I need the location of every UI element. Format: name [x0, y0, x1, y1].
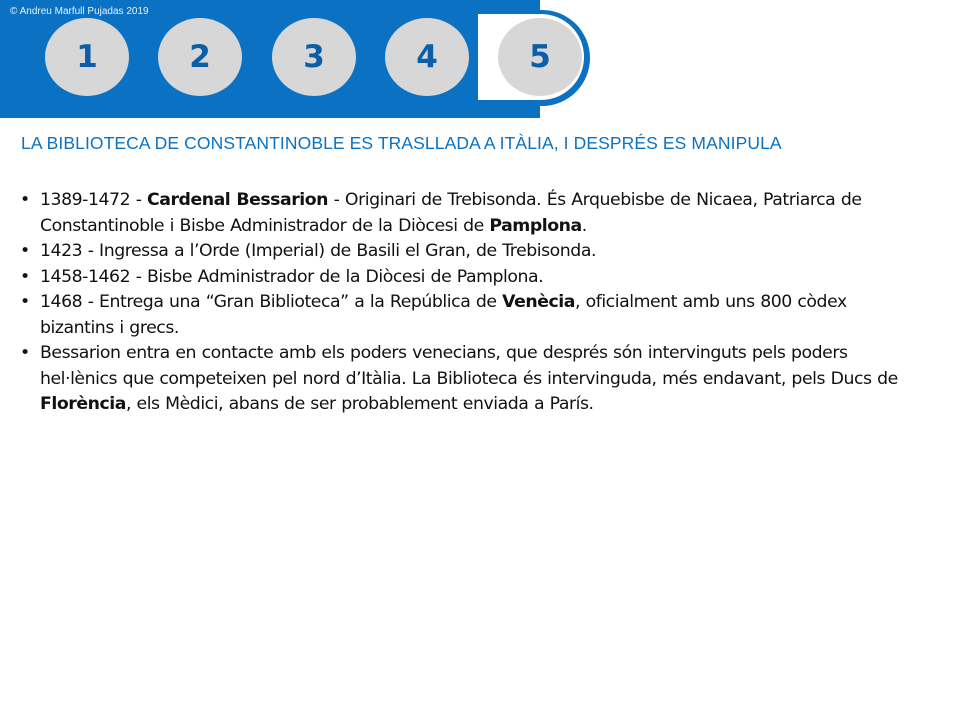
nav-button-5[interactable]: 5 [498, 18, 582, 96]
bullet-item [20, 290, 920, 341]
nav-button-4[interactable]: 4 [385, 18, 469, 96]
bullet-item [20, 188, 920, 239]
bullet-text: . [581, 215, 587, 236]
bullet-text: , els Mèdici, abans de ser probablement enviada a París. [125, 394, 594, 414]
bullet-text: 1458-1462 - Bisbe Administrador de la Diòcesi de Pamplona. [40, 266, 544, 287]
bullet-dot: • [20, 241, 30, 261]
bullet-item [20, 265, 920, 291]
bullet-list [20, 188, 920, 418]
bullet-text: - Originari de Trebisonda. És Arquebisbe de Nicaea, Patriarca de Constantinoble i Bisbe Administrador de la Diòcesi de [40, 190, 862, 236]
bullet-text: , oficialment amb uns 800 còdex bizantins i grecs. [40, 292, 847, 338]
bullet-dot: • [20, 266, 30, 287]
bullet-text: 1423 - Ingressa a l’Orde (Imperial) de Basili el Gran, de Trebisonda. [40, 241, 597, 261]
nav-button-2[interactable]: 2 [158, 18, 242, 96]
bullet-text: 1389-1472 - [40, 190, 148, 210]
bullet-text: Bessarion entra en contacte amb els poders venecians, que després són intervinguts pels poders hel·lènics que competeixen pel nord d’Itàlia. La Biblioteca és intervinguda, més endavant, pels Ducs de [40, 343, 898, 389]
bullet-emphasis: Pamplona [489, 215, 582, 236]
bullet-emphasis: Venècia [502, 292, 575, 312]
nav-button-1[interactable]: 1 [45, 18, 129, 96]
bullet-text: 1468 - Entrega una “Gran Biblioteca” a la República de [40, 292, 503, 312]
bullet-item [20, 341, 920, 418]
slide-title: LA BIBLIOTECA DE CONSTANTINOBLE ES TRASLLADA A ITÀLIA, I DESPRÉS ES MANIPULA [21, 133, 782, 153]
bullet-dot: • [20, 292, 30, 312]
bullet-dot: • [20, 343, 30, 363]
bullet-dot: • [20, 190, 30, 210]
bullet-emphasis: Cardenal Bessarion [147, 190, 329, 210]
bullet-item [20, 239, 920, 265]
copyright-notice: © Andreu Marfull Pujadas 2019 [10, 6, 149, 17]
bullet-emphasis: Florència [40, 394, 126, 414]
nav-button-3[interactable]: 3 [272, 18, 356, 96]
